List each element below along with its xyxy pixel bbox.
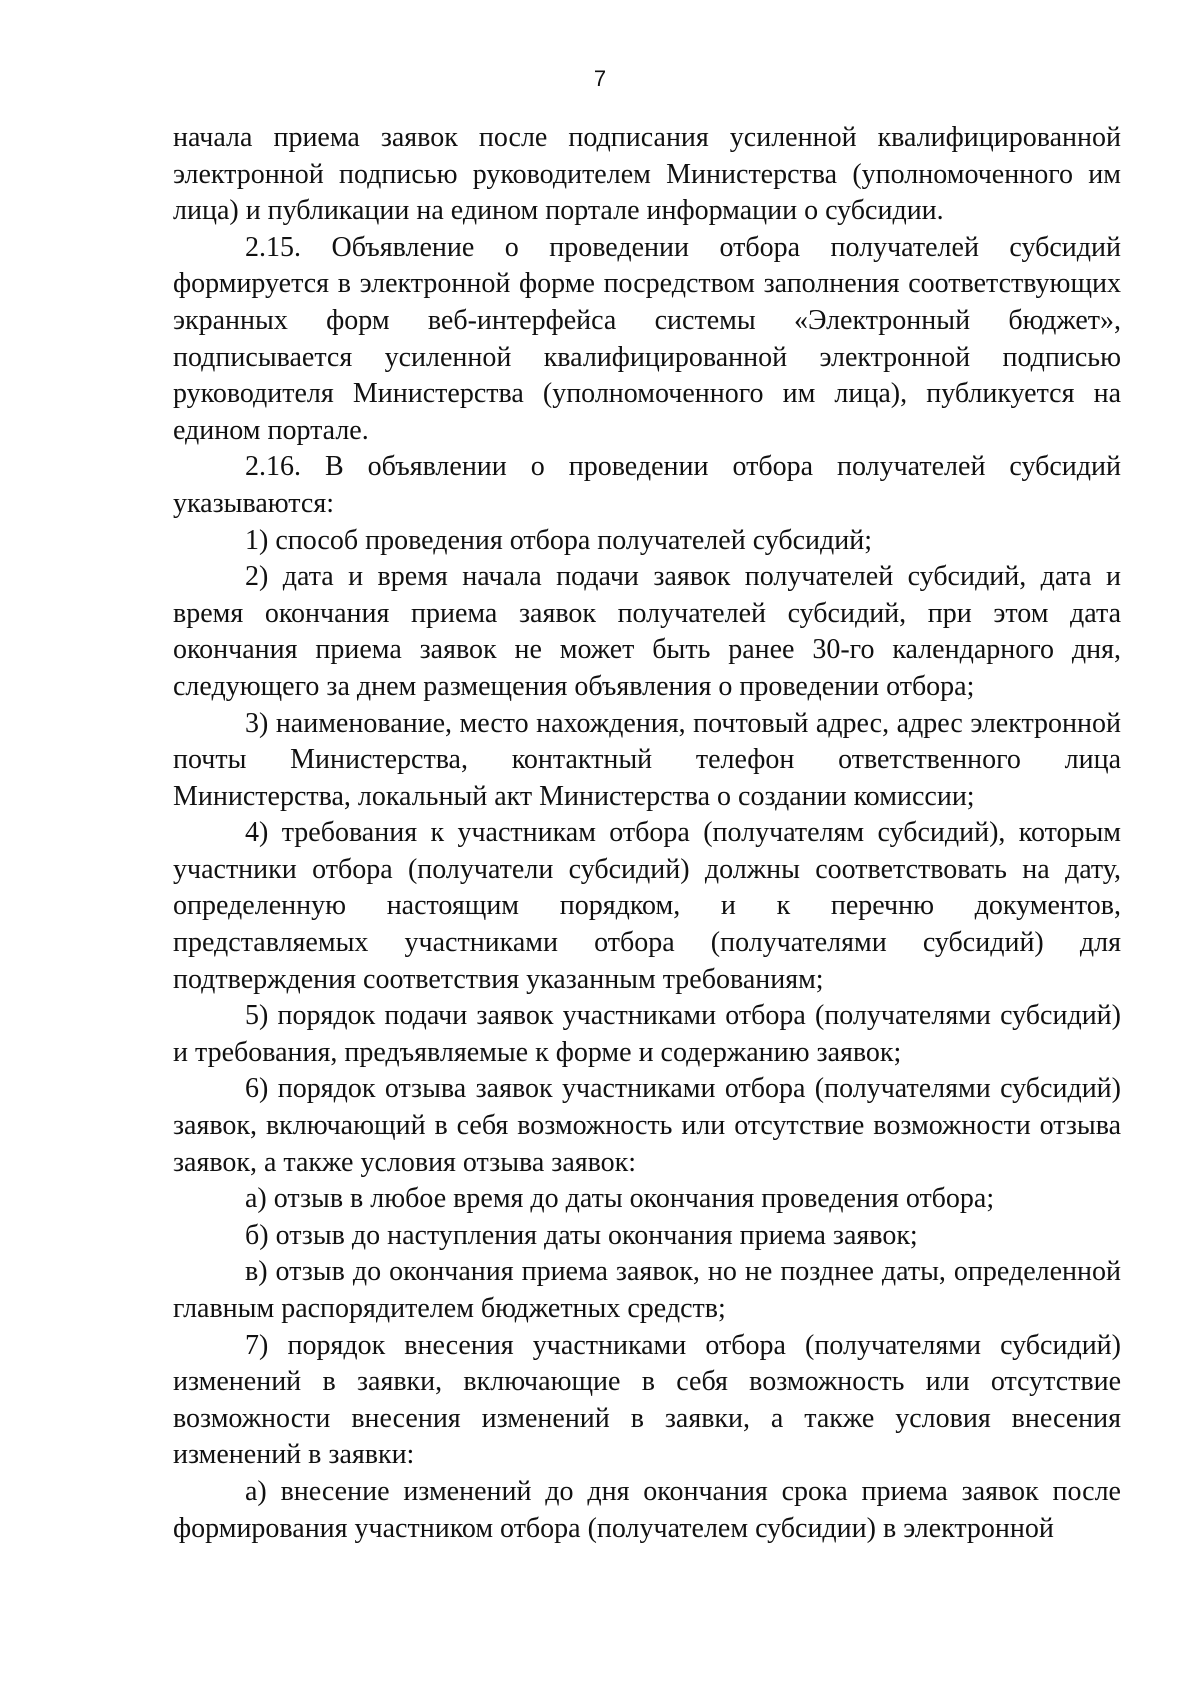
list-item-5: 5) порядок подачи заявок участниками отбора (получателями субсидий) и требования, предъявляемые к форме и содержанию заявок; xyxy=(173,1000,1121,1068)
sub-item-6v: в) отзыв до окончания приема заявок, но не позднее даты, определенной главным распорядителем бюджетных средств; xyxy=(173,1256,1121,1324)
document-body xyxy=(173,120,1121,1547)
list-item-7: 7) порядок внесения участниками отбора (получателями субсидий) изменений в заявки, включающие в себя возможность или отсутствие возможности внесения изменений в заявки, а также условия внесения изменений в заявки: xyxy=(173,1329,1121,1471)
list-item-3: 3) наименование, место нахождения, почтовый адрес, адрес электронной почты Министерства, контактный телефон ответственного лица Министерства, локальный акт Министерства о создании комиссии; xyxy=(173,707,1121,812)
sub-item-6b: б) отзыв до наступления даты окончания приема заявок; xyxy=(245,1219,918,1251)
paragraph-continuation: начала приема заявок после подписания усиленной квалифицированной электронной подписью руководителем Министерства (уполномоченного им лица) и публикации на едином портале информации о субсидии. xyxy=(173,122,1121,227)
sub-item-6a: а) отзыв в любое время до даты окончания проведения отбора; xyxy=(245,1183,995,1215)
list-item-2: 2) дата и время начала подачи заявок получателей субсидий, дата и время окончания приема заявок получателей субсидий, при этом дата окончания приема заявок не может быть ранее 30-го календарного дня, следующего за днем размещения объявления о проведении отбора; xyxy=(173,561,1121,702)
sub-item-7a: а) внесение изменений до дня окончания срока приема заявок после формирования участником отбора (получателем субсидии) в электронной xyxy=(173,1475,1121,1544)
list-item-4: 4) требования к участникам отбора (получателям субсидий), которым участники отбора (получатели субсидий) должны соответствовать на дату, определенную настоящим порядком, и к перечню документов, представляемых участниками отбора (получателями субсидий) для подтверждения соответствия указанным требованиям; xyxy=(173,817,1121,995)
page-number: 7 xyxy=(593,66,607,91)
paragraph-2-15: 2.15. Объявление о проведении отбора получателей субсидий формируется в электронной форме посредством заполнения соответствующих экранных форм веб-интерфейса системы «Электронный бюджет», подписывается усиленной квалифицированной электронной подписью руководителя Министерства (уполномоченного им лица), публикуется на едином портале. xyxy=(173,231,1121,446)
list-item-6: 6) порядок отзыва заявок участниками отбора (получателями субсидий) заявок, включающий в себя возможность или отсутствие возможности отзыва заявок, а также условия отзыва заявок: xyxy=(173,1073,1121,1178)
list-item-1: 1) способ проведения отбора получателей субсидий; xyxy=(245,524,873,556)
paragraph-2-16: 2.16. В объявлении о проведении отбора получателей субсидий указываются: xyxy=(173,451,1121,519)
